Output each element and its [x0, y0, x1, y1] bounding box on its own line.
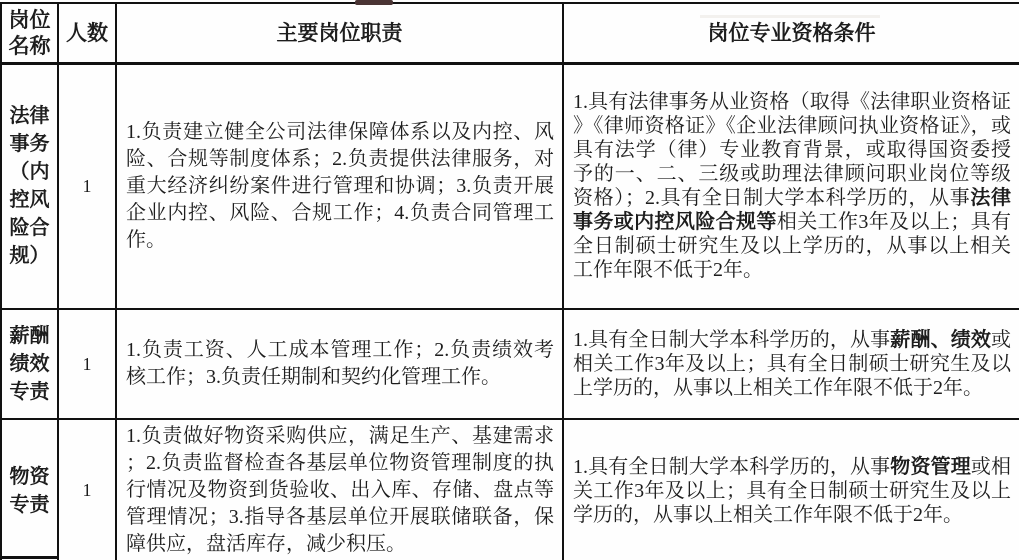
cropped-text-artifact	[355, 0, 393, 5]
duties-cell: 1.负责做好物资采购供应，满足生产、基建需求；2.负责监督检查各基层单位物资管理制度的执行情况及物资到货验收、出入库、存储、盘点等管理情况；3.指导各基层单位开展联储联备，保障供应，盘活库存，减少积压。	[116, 419, 563, 560]
table-row-salary-performance	[1, 309, 1019, 419]
qualifications-cell: 1.具有法律事务从业资格（取得《法律职业资格证》《律师资格证》《企业法律顾问执业资格证》，或具有法学（律）专业教育背景，或取得国资委授予的一、二、三级或助理法律顾问职业岗位等级资格）；2.具有全日制大学本科学历的，从事法律事务或内控风险合规等相关工作3年及以上；具有全日制硕士研究生及以上学历的，从事以上相关工作年限不低于2年。	[563, 63, 1019, 309]
position-name-cell: 法律事务（内控风险合规）	[1, 63, 58, 309]
header-qualifications: 岗位专业资格条件	[563, 3, 1019, 63]
headcount-cell: 1	[58, 419, 116, 560]
table-header-row	[1, 3, 1019, 63]
header-headcount: 人数	[58, 3, 116, 63]
qualifications-cell: 1.具有全日制大学本科学历的，从事物资管理或相关工作3年及以上；具有全日制硕士研究生及以上学历的，从事以上相关工作年限不低于2年。	[563, 419, 1019, 560]
header-position-name: 岗位名称	[1, 3, 58, 63]
faint-cropped-text-artifact	[700, 15, 880, 18]
position-name-cell: 物资专责	[1, 419, 58, 560]
duties-cell: 1.负责工资、人工成本管理工作；2.负责绩效考核工作；3.负责任期制和契约化管理工作。	[116, 309, 563, 419]
next-row-border-fragment	[0, 556, 57, 559]
headcount-cell: 1	[58, 309, 116, 419]
qualifications-cell: 1.具有全日制大学本科学历的，从事薪酬、绩效或相关工作3年及以上；具有全日制硕士研究生及以上学历的，从事以上相关工作年限不低于2年。	[563, 309, 1019, 419]
headcount-cell: 1	[58, 63, 116, 309]
table-row-materials	[1, 419, 1019, 560]
table-row-legal-affairs	[1, 63, 1019, 309]
job-positions-table	[0, 2, 1019, 560]
position-name-cell: 薪酬绩效专责	[1, 309, 58, 419]
duties-cell: 1.负责建立健全公司法律保障体系以及内控、风险、合规等制度体系；2.负责提供法律服务，对重大经济纠纷案件进行管理和协调；3.负责开展企业内控、风险、合规工作；4.负责合同管理工作。	[116, 63, 563, 309]
header-main-duties: 主要岗位职责	[116, 3, 563, 63]
